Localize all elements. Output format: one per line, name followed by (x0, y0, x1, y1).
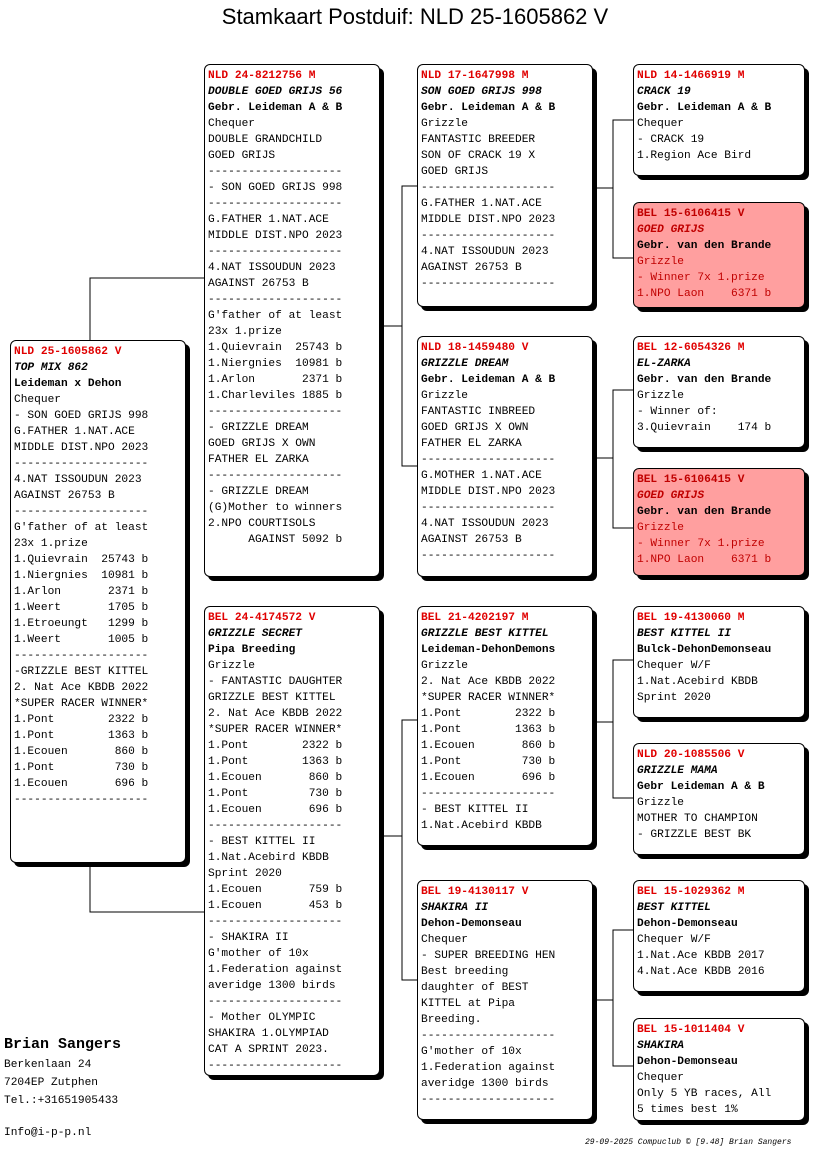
pigeon-card-father-mother (417, 336, 593, 577)
pedigree-note: 1.Ecouen 860 b (421, 740, 556, 752)
pigeon-card-mff (633, 606, 805, 718)
pigeon-color: Chequer (421, 934, 468, 946)
pedigree-note: 1.Pont 2322 b (14, 714, 149, 726)
pedigree-note: 1.Quievrain 25743 b (208, 342, 343, 354)
pedigree-note: AGAINST 5092 b (208, 534, 343, 546)
pigeon-color: Chequer (637, 1072, 684, 1084)
pedigree-note: 1.Pont 2322 b (421, 708, 556, 720)
pigeon-card-father-father (417, 64, 593, 307)
pedigree-note: 4.NAT ISSOUDUN 2023 (14, 474, 142, 486)
pedigree-note: -------------------- (421, 502, 556, 514)
pedigree-note: GOED GRIJS (421, 166, 489, 178)
pigeon-color: Chequer (637, 118, 684, 130)
owner-city: 7204EP Zutphen (4, 1077, 98, 1089)
pedigree-note: Sprint 2020 (637, 692, 711, 704)
pedigree-note: AGAINST 26753 B (421, 262, 522, 274)
breeder-name: Dehon-Demonseau (421, 918, 522, 930)
line-m-parents (380, 720, 417, 980)
pedigree-note: 1.Arlon 2371 b (14, 586, 149, 598)
pigeon-name: EL-ZARKA (637, 358, 691, 370)
pigeon-color: Grizzle (637, 797, 684, 809)
pigeon-color: Grizzle (421, 660, 468, 672)
pedigree-note: G.FATHER 1.NAT.ACE (208, 214, 329, 226)
page-title: Stamkaart Postduif: NLD 25-1605862 V (221, 4, 609, 29)
pedigree-note: FATHER EL ZARKA (421, 438, 522, 450)
ring-number: BEL 24-4174572 V (208, 612, 316, 624)
pedigree-note: AGAINST 26753 B (14, 490, 115, 502)
pedigree-note: G'mother of 10x (208, 948, 309, 960)
breeder-name: Dehon-Demonseau (637, 1056, 738, 1068)
pedigree-note: 3.Quievrain 174 b (637, 422, 772, 434)
pigeon-card-fff (633, 64, 805, 176)
pedigree-note: -------------------- (421, 1094, 556, 1106)
pigeon-name: GRIZZLE MAMA (637, 765, 718, 777)
pedigree-note: 23x 1.prize (208, 326, 282, 338)
owner-block (4, 1034, 121, 1142)
pedigree-note: averidge 1300 birds (208, 980, 336, 992)
breeder-name: Gebr. Leideman A & B (421, 374, 556, 386)
pedigree-note: G'father of at least (208, 310, 343, 322)
pedigree-note: -------------------- (208, 198, 343, 210)
footer-credits: 29-09-2025 Compuclub © [9.48] Brian Sangers (585, 1138, 792, 1147)
pedigree-note: - Winner of: (637, 406, 718, 418)
line-mf-parents (593, 660, 633, 798)
owner-phone: Tel.:+31651905433 (4, 1095, 119, 1107)
pedigree-note: - BEST KITTEL II (208, 836, 316, 848)
pigeon-card-mother-mother (417, 880, 593, 1120)
pigeon-name: BEST KITTEL II (637, 628, 731, 640)
pigeon-card-main (10, 340, 186, 863)
breeder-name: Gebr. van den Brande (637, 506, 772, 518)
pedigree-note: 1.Federation against (421, 1062, 556, 1074)
pigeon-name: DOUBLE GOED GRIJS 56 (208, 86, 343, 98)
breeder-name: Gebr. van den Brande (637, 240, 772, 252)
pedigree-note: 1.Region Ace Bird (637, 150, 752, 162)
pedigree-note: -------------------- (421, 1030, 556, 1042)
pigeon-name: GOED GRIJS (637, 224, 705, 236)
pedigree-note: 1.Arlon 2371 b (208, 374, 343, 386)
pedigree-note: 1.NPO Laon 6371 b (637, 554, 772, 566)
line-mm-parents (593, 930, 633, 1066)
breeder-name: Leideman x Dehon (14, 378, 122, 390)
pedigree-note: 1.Nat.Ace KBDB 2017 (637, 950, 765, 962)
pedigree-note: -------------------- (208, 166, 343, 178)
pedigree-note: Only 5 YB races, All (637, 1088, 772, 1100)
pedigree-note: -------------------- (208, 470, 343, 482)
ring-number: BEL 15-6106415 V (637, 208, 745, 220)
pedigree-note: -------------------- (208, 916, 343, 928)
pedigree-note: 1.Ecouen 696 b (208, 804, 343, 816)
pedigree-note: 2.NPO COURTISOLS (208, 518, 316, 530)
pigeon-card-father (204, 64, 380, 577)
pigeon-card-mother-father (417, 606, 593, 846)
pigeon-card-ffm (633, 202, 805, 308)
pedigree-note: averidge 1300 birds (421, 1078, 549, 1090)
pedigree-note: *SUPER RACER WINNER* (208, 724, 343, 736)
pedigree-note: -------------------- (208, 406, 343, 418)
pedigree-note: 1.NPO Laon 6371 b (637, 288, 772, 300)
pedigree-note: 5 times best 1% (637, 1104, 738, 1116)
pigeon-color: Grizzle (421, 390, 468, 402)
pedigree-note: -------------------- (208, 246, 343, 258)
pedigree-note: FATHER EL ZARKA (208, 454, 309, 466)
pedigree-note: 1.Nat.Acebird KBDB (208, 852, 329, 864)
pedigree-note: GOED GRIJS X OWN (208, 438, 316, 450)
pedigree-note: -GRIZZLE BEST KITTEL (14, 666, 149, 678)
pedigree-note: 4.NAT ISSOUDUN 2023 (208, 262, 336, 274)
pigeon-card-fmf (633, 336, 805, 448)
pigeon-color: Chequer (208, 118, 255, 130)
pedigree-note: DOUBLE GRANDCHILD (208, 134, 323, 146)
ring-number: BEL 15-1029362 M (637, 886, 745, 898)
pedigree-note: GOED GRIJS (208, 150, 276, 162)
pedigree-note: 1.Pont 730 b (208, 788, 343, 800)
ring-number: NLD 25-1605862 V (14, 346, 122, 358)
pedigree-note: 1.Niergnies 10981 b (14, 570, 149, 582)
line-main-mother (90, 860, 204, 912)
pedigree-note: SHAKIRA 1.OLYMPIAD (208, 1028, 329, 1040)
breeder-name: Gebr Leideman A & B (637, 781, 765, 793)
pedigree-note: FANTASTIC BREEDER (421, 134, 536, 146)
breeder-name: Leideman-DehonDemons (421, 644, 556, 656)
pigeon-name: CRACK 19 (637, 86, 691, 98)
pedigree-note: - FANTASTIC DAUGHTER (208, 676, 343, 688)
ring-number: BEL 19-4130117 V (421, 886, 529, 898)
pigeon-card-fmm (633, 468, 805, 576)
pedigree-note: -------------------- (208, 820, 343, 832)
pedigree-note: 1.Nat.Acebird KBDB (637, 676, 758, 688)
pigeon-color: Chequer (14, 394, 61, 406)
pedigree-note: - BEST KITTEL II (421, 804, 529, 816)
pedigree-note: 1.Pont 1363 b (421, 724, 556, 736)
pigeon-name: GOED GRIJS (637, 490, 705, 502)
pigeon-color: Grizzle (637, 522, 684, 534)
pedigree-note: G.FATHER 1.NAT.ACE (14, 426, 135, 438)
pedigree-note: - Winner 7x 1.prize (637, 538, 765, 550)
ring-number: BEL 19-4130060 M (637, 612, 745, 624)
pigeon-card-mmf (633, 880, 805, 992)
pedigree-note: -------------------- (421, 230, 556, 242)
pedigree-note: - GRIZZLE DREAM (208, 486, 309, 498)
pedigree-note: 2. Nat Ace KBDB 2022 (208, 708, 343, 720)
pigeon-card-mfm (633, 743, 805, 855)
pedigree-note: 1.Pont 2322 b (208, 740, 343, 752)
ring-number: NLD 14-1466919 M (637, 70, 745, 82)
pedigree-note: Breeding. (421, 1014, 482, 1026)
ring-number: NLD 20-1085506 V (637, 749, 745, 761)
breeder-name: Gebr. Leideman A & B (637, 102, 772, 114)
pedigree-note: G'father of at least (14, 522, 149, 534)
pedigree-note: - SON GOED GRIJS 998 (14, 410, 149, 422)
pedigree-note: GOED GRIJS X OWN (421, 422, 529, 434)
pedigree-note: MIDDLE DIST.NPO 2023 (14, 442, 149, 454)
ring-number: BEL 12-6054326 M (637, 342, 745, 354)
pedigree-note: Best breeding (421, 966, 509, 978)
pedigree-note: -------------------- (14, 650, 149, 662)
pedigree-note: - SON GOED GRIJS 998 (208, 182, 343, 194)
pedigree-note: -------------------- (421, 182, 556, 194)
pedigree-note: 1.Etroeungt 1299 b (14, 618, 149, 630)
pedigree-note: 1.Weert 1005 b (14, 634, 149, 646)
pigeon-color: Grizzle (208, 660, 255, 672)
ring-number: BEL 15-1011404 V (637, 1024, 745, 1036)
pedigree-note: CAT A SPRINT 2023. (208, 1044, 329, 1056)
line-ff-parents (593, 120, 633, 258)
pedigree-note: -------------------- (421, 278, 556, 290)
pedigree-note: - Mother OLYMPIC (208, 1012, 316, 1024)
breeder-name: Gebr. van den Brande (637, 374, 772, 386)
ring-number: BEL 15-6106415 V (637, 474, 745, 486)
pedigree-note: 23x 1.prize (14, 538, 88, 550)
breeder-name: Bulck-DehonDemonseau (637, 644, 772, 656)
pedigree-note: FANTASTIC INBREED (421, 406, 536, 418)
pigeon-name: SHAKIRA II (421, 902, 489, 914)
owner-email[interactable]: Info@i-p-p.nl (4, 1127, 92, 1139)
pedigree-note: 1.Federation against (208, 964, 343, 976)
pedigree-note: daughter of BEST (421, 982, 529, 994)
pedigree-note: -------------------- (421, 788, 556, 800)
pedigree-note: 1.Ecouen 860 b (14, 746, 149, 758)
pedigree-note: Sprint 2020 (208, 868, 282, 880)
pedigree-note: 1.Charleviles 1885 b (208, 390, 343, 402)
pigeon-name: SHAKIRA (637, 1040, 684, 1052)
pedigree-note: G'mother of 10x (421, 1046, 522, 1058)
pedigree-note: -------------------- (208, 1060, 343, 1072)
pedigree-note: 1.Pont 730 b (14, 762, 149, 774)
pedigree-note: MIDDLE DIST.NPO 2023 (421, 486, 556, 498)
pedigree-note: 1.Ecouen 453 b (208, 900, 343, 912)
pigeon-name: BEST KITTEL (637, 902, 711, 914)
pedigree-note: 2. Nat Ace KBDB 2022 (14, 682, 149, 694)
pedigree-note: G.FATHER 1.NAT.ACE (421, 198, 542, 210)
pigeon-name: SON GOED GRIJS 998 (421, 86, 542, 98)
owner-name: Brian Sangers (4, 1036, 122, 1053)
pedigree-note: AGAINST 26753 B (421, 534, 522, 546)
pedigree-note: G.MOTHER 1.NAT.ACE (421, 470, 542, 482)
pigeon-name: GRIZZLE BEST KITTEL (421, 628, 549, 640)
pigeon-card-mmm (633, 1018, 805, 1121)
pedigree-note: 4.NAT ISSOUDUN 2023 (421, 518, 549, 530)
breeder-name: Gebr. Leideman A & B (421, 102, 556, 114)
pigeon-color: Grizzle (421, 118, 468, 130)
pedigree-note: MOTHER TO CHAMPION (637, 813, 758, 825)
pedigree-note: SON OF CRACK 19 X (421, 150, 536, 162)
pedigree-note: 1.Niergnies 10981 b (208, 358, 343, 370)
breeder-name: Pipa Breeding (208, 644, 296, 656)
pedigree-note: - SHAKIRA II (208, 932, 289, 944)
pedigree-note: (G)Mother to winners (208, 502, 343, 514)
pedigree-note: -------------------- (421, 454, 556, 466)
pedigree-note: - SUPER BREEDING HEN (421, 950, 556, 962)
pedigree-note: 1.Ecouen 860 b (208, 772, 343, 784)
pigeon-color: Chequer W/F (637, 934, 711, 946)
pedigree-note: 2. Nat Ace KBDB 2022 (421, 676, 556, 688)
pedigree-note: 1.Pont 730 b (421, 756, 556, 768)
pedigree-note: MIDDLE DIST.NPO 2023 (421, 214, 556, 226)
pedigree-note: 1.Pont 1363 b (208, 756, 343, 768)
pedigree-note: 4.Nat.Ace KBDB 2016 (637, 966, 765, 978)
pedigree-note: - CRACK 19 (637, 134, 705, 146)
pedigree-note: 4.NAT ISSOUDUN 2023 (421, 246, 549, 258)
breeder-name: Gebr. Leideman A & B (208, 102, 343, 114)
pedigree-note: 1.Ecouen 696 b (14, 778, 149, 790)
line-fm-parents (593, 390, 633, 528)
owner-street: Berkenlaan 24 (4, 1059, 92, 1071)
pedigree-note: - GRIZZLE DREAM (208, 422, 309, 434)
ring-number: NLD 24-8212756 M (208, 70, 316, 82)
pigeon-name: TOP MIX 862 (14, 362, 88, 374)
pedigree-note: - GRIZZLE BEST BK (637, 829, 752, 841)
pedigree-note: -------------------- (14, 794, 149, 806)
ring-number: NLD 18-1459480 V (421, 342, 529, 354)
pigeon-color: Grizzle (637, 390, 684, 402)
line-f-parents (380, 186, 417, 466)
pedigree-note: - Winner 7x 1.prize (637, 272, 765, 284)
pigeon-color: Grizzle (637, 256, 684, 268)
pedigree-note: 1.Pont 1363 b (14, 730, 149, 742)
pigeon-color: Chequer W/F (637, 660, 711, 672)
ring-number: NLD 17-1647998 M (421, 70, 529, 82)
pedigree-note: -------------------- (421, 550, 556, 562)
line-main-father (90, 278, 204, 340)
pedigree-note: 1.Quievrain 25743 b (14, 554, 149, 566)
pedigree-note: AGAINST 26753 B (208, 278, 309, 290)
pedigree-note: 1.Weert 1705 b (14, 602, 149, 614)
pedigree-note: GRIZZLE BEST KITTEL (208, 692, 336, 704)
pigeon-name: GRIZZLE DREAM (421, 358, 509, 370)
pedigree-note: 1.Ecouen 759 b (208, 884, 343, 896)
breeder-name: Dehon-Demonseau (637, 918, 738, 930)
pigeon-card-mother (204, 606, 380, 1076)
pedigree-note: -------------------- (14, 506, 149, 518)
pedigree-note: 1.Ecouen 696 b (421, 772, 556, 784)
pedigree-note: 1.Nat.Acebird KBDB (421, 820, 542, 832)
pigeon-name: GRIZZLE SECRET (208, 628, 302, 640)
ring-number: BEL 21-4202197 M (421, 612, 529, 624)
pedigree-note: -------------------- (208, 996, 343, 1008)
pedigree-note: KITTEL at Pipa (421, 998, 515, 1010)
pedigree-note: *SUPER RACER WINNER* (14, 698, 149, 710)
pedigree-note: *SUPER RACER WINNER* (421, 692, 556, 704)
pedigree-note: -------------------- (208, 294, 343, 306)
pedigree-note: MIDDLE DIST.NPO 2023 (208, 230, 343, 242)
pedigree-note: -------------------- (14, 458, 149, 470)
